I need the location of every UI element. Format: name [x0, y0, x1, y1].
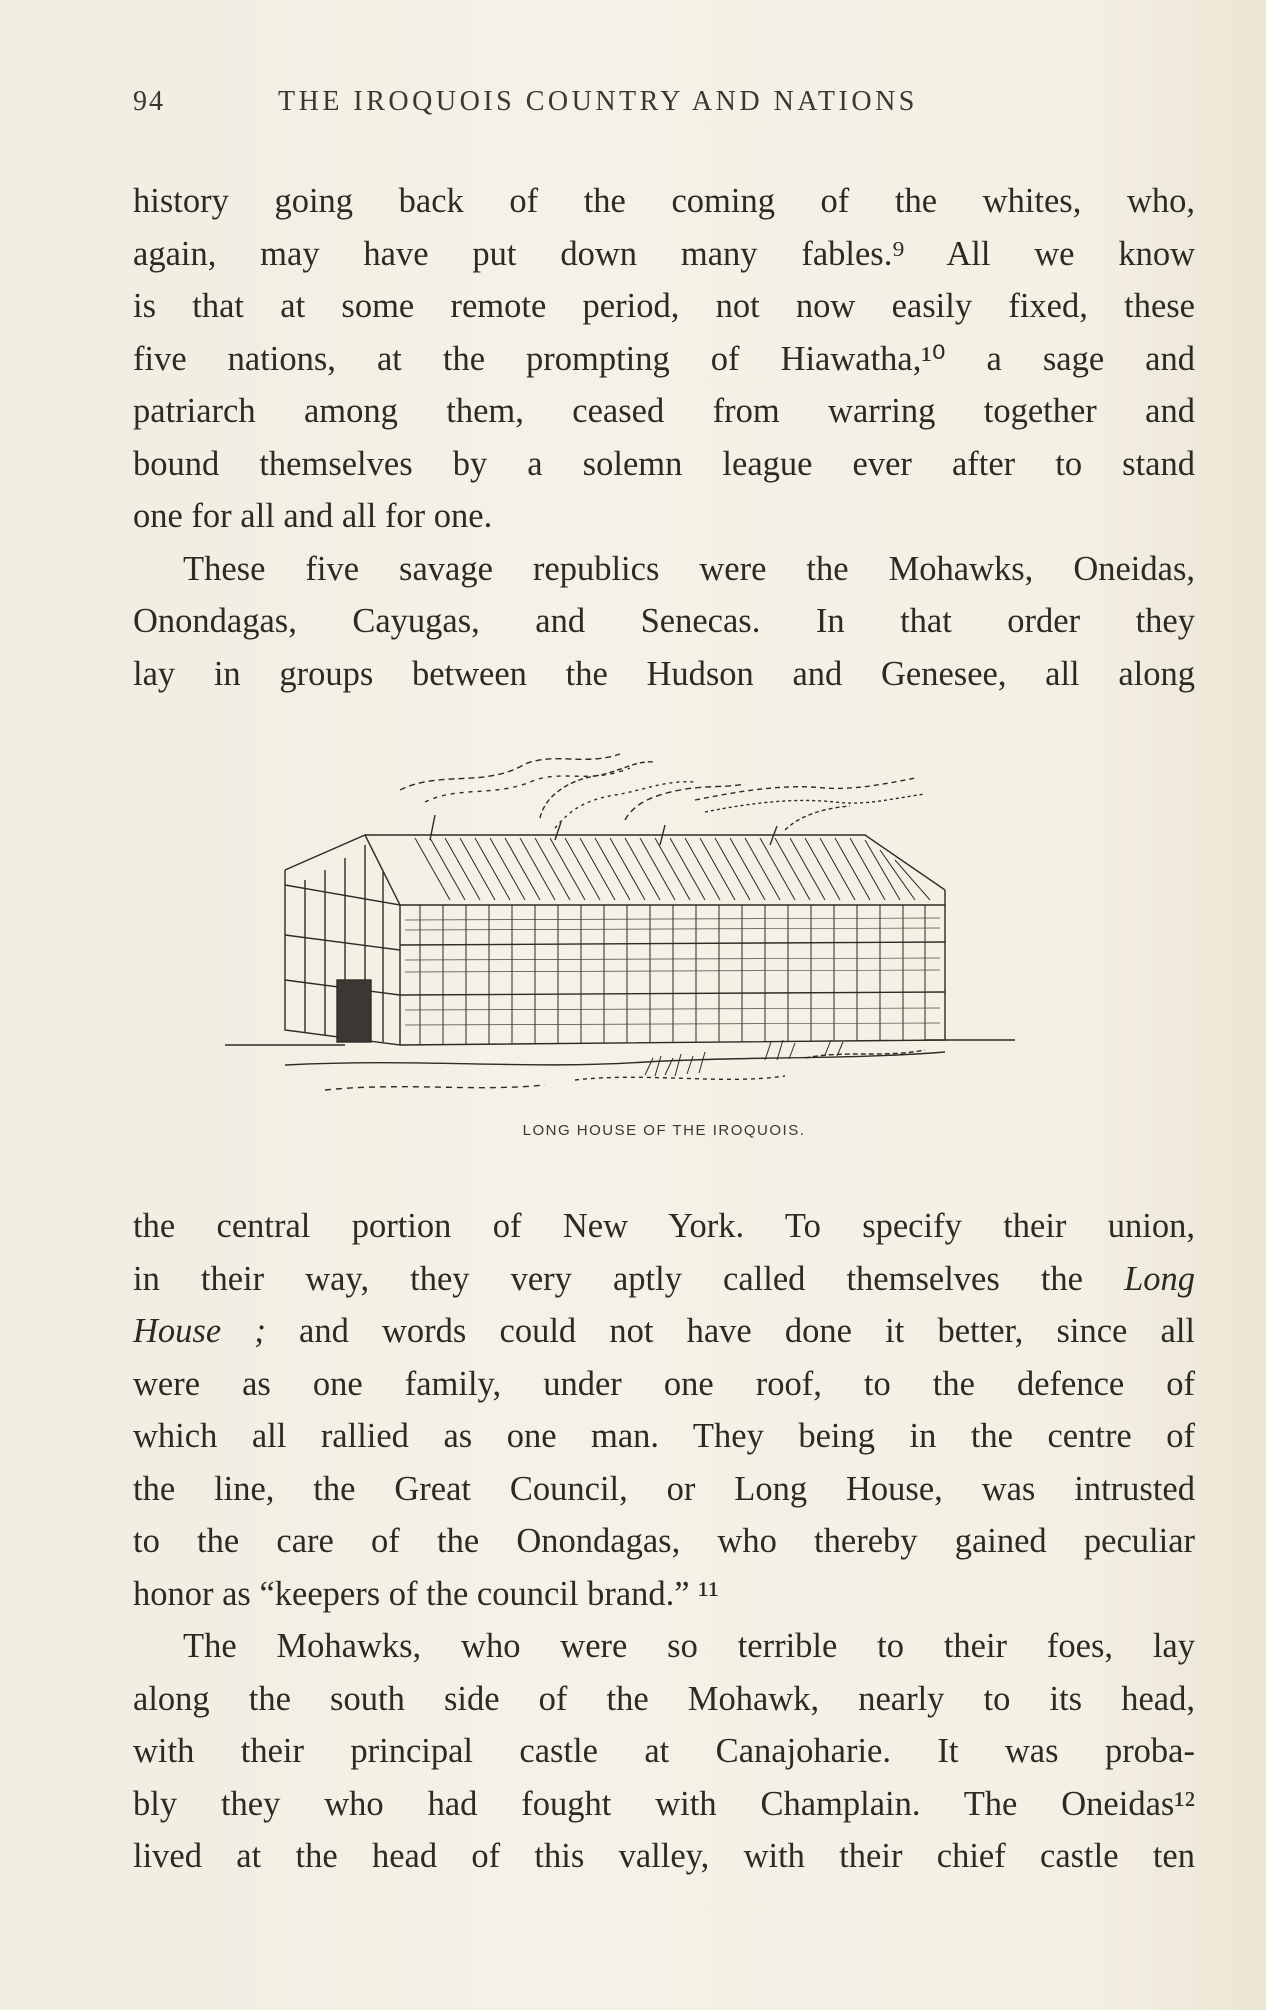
text-line: with their principal castle at Canajoharie. It was proba- — [133, 1732, 1195, 1770]
text-line: lay in groups between the Hudson and Genesee, all along — [133, 654, 1195, 693]
text-line: lived at the head of this valley, with their chief castle ten — [133, 1837, 1195, 1875]
page-number: 94 — [133, 86, 165, 117]
text-line: honor as “keepers of the council brand.” ¹¹ — [133, 1574, 719, 1613]
text-line: which all rallied as one man. They being in the centre of — [133, 1417, 1195, 1455]
text-line — [133, 1305, 1195, 1358]
italic-text: Long — [1124, 1259, 1196, 1298]
text-line: Onondagas, Cayugas, and Senecas. In that order they — [133, 602, 1195, 640]
text-line — [133, 1253, 1195, 1306]
page-header — [133, 86, 1093, 126]
text-line: patriarch among them, ceased from warring together and — [133, 392, 1195, 430]
italic-text: House ; — [133, 1312, 266, 1350]
text-line: history going back of the coming of the whites, who, — [133, 182, 1195, 220]
text-line: is that at some remote period, not now easily fixed, these — [133, 287, 1195, 325]
text-line: the central portion of New York. To specify their union, — [133, 1207, 1195, 1245]
text-line: five nations, at the prompting of Hiawatha,¹⁰ a sage and — [133, 339, 1195, 378]
text-line: were as one family, under one roof, to the defence of — [133, 1364, 1195, 1403]
text-line: one for all and all for one. — [133, 497, 493, 535]
text-span: and words could not have done it better, since all — [299, 1312, 1195, 1350]
text-line: bly they who had fought with Champlain. The Oneidas¹² — [133, 1784, 1195, 1823]
text-line: to the care of the Onondagas, who thereby gained peculiar — [133, 1522, 1195, 1560]
text-line: The Mohawks, who were so terrible to their foes, lay — [183, 1627, 1195, 1665]
text-line: again, may have put down many fables.⁹ All we know — [133, 234, 1195, 273]
text-line: along the south side of the Mohawk, nearly to its head, — [133, 1679, 1195, 1718]
figure-caption: LONG HOUSE OF THE IROQUOIS. — [522, 1122, 806, 1139]
running-head: THE IROQUOIS COUNTRY AND NATIONS — [278, 86, 918, 117]
body-text-lower — [133, 1200, 1195, 1883]
text-line: bound themselves by a solemn league ever after to stand — [133, 444, 1195, 483]
body-text-upper — [133, 175, 1195, 700]
text-line: the line, the Great Council, or Long House, was intrusted — [133, 1469, 1195, 1508]
long-house-illustration — [225, 740, 1105, 1110]
text-span: in their way, they very aptly called themselves the — [133, 1259, 1083, 1298]
text-line: These five savage republics were the Mohawks, Oneidas, — [183, 549, 1195, 588]
